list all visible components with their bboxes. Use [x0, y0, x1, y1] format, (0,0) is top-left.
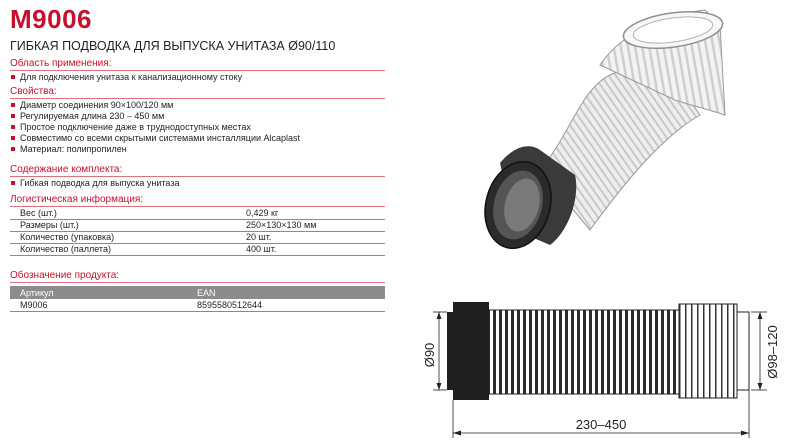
logistics-value: 0,429 кг [246, 207, 385, 219]
product-subtitle: ГИБКАЯ ПОДВОДКА ДЛЯ ВЫПУСКА УНИТАЗА Ø90/110 [10, 39, 336, 53]
logistics-heading: Логистическая информация: [10, 194, 144, 205]
list-item: Гибкая подводка для выпуска унитаза [10, 178, 179, 189]
designation-table [10, 286, 385, 312]
logistics-value: 400 шт. [246, 243, 385, 255]
logistics-label: Вес (шт.) [10, 207, 246, 219]
table-row [10, 207, 385, 219]
application-heading: Область применения: [10, 58, 112, 69]
application-list [10, 72, 242, 83]
logistics-value: 250×130×130 мм [246, 219, 385, 231]
properties-heading: Свойства: [10, 86, 57, 97]
article-cell: M9006 [10, 299, 197, 311]
properties-list [10, 100, 300, 155]
ean-cell: 8595580512644 [197, 299, 385, 311]
logistics-value: 20 шт. [246, 231, 385, 243]
product-photo [470, 5, 800, 255]
list-item: Регулируемая длина 230 – 450 мм [10, 111, 300, 122]
logistics-table [10, 207, 385, 256]
list-item: Диаметр соединения 90×100/120 мм [10, 100, 300, 111]
table-row [10, 219, 385, 231]
logistics-label: Количество (паллета) [10, 243, 246, 255]
table-row [10, 299, 385, 311]
table-row [10, 243, 385, 255]
list-item: Простое подключение даже в труднодоступных местах [10, 122, 300, 133]
dim-right-label: Ø98–120 [765, 325, 780, 379]
list-item: Совместимо со всеми скрытыми системами инсталляции Alcaplast [10, 133, 300, 144]
list-item: Материал: полипропилен [10, 144, 300, 155]
contents-heading: Содержание комплекта: [10, 164, 123, 175]
list-item: Для подключения унитаза к канализационному стоку [10, 72, 242, 83]
product-code: M9006 [10, 4, 92, 34]
logistics-label: Количество (упаковка) [10, 231, 246, 243]
table-header-row [10, 286, 385, 299]
contents-list [10, 178, 179, 189]
logistics-label: Размеры (шт.) [10, 219, 246, 231]
column-header-ean: EAN [197, 286, 385, 299]
technical-drawing [415, 290, 800, 443]
column-header-article: Артикул [10, 286, 197, 299]
designation-heading: Обозначение продукта: [10, 270, 120, 281]
dim-left-label: Ø90 [422, 342, 437, 368]
table-row [10, 231, 385, 243]
dim-length-label: 230–450 [575, 417, 627, 432]
